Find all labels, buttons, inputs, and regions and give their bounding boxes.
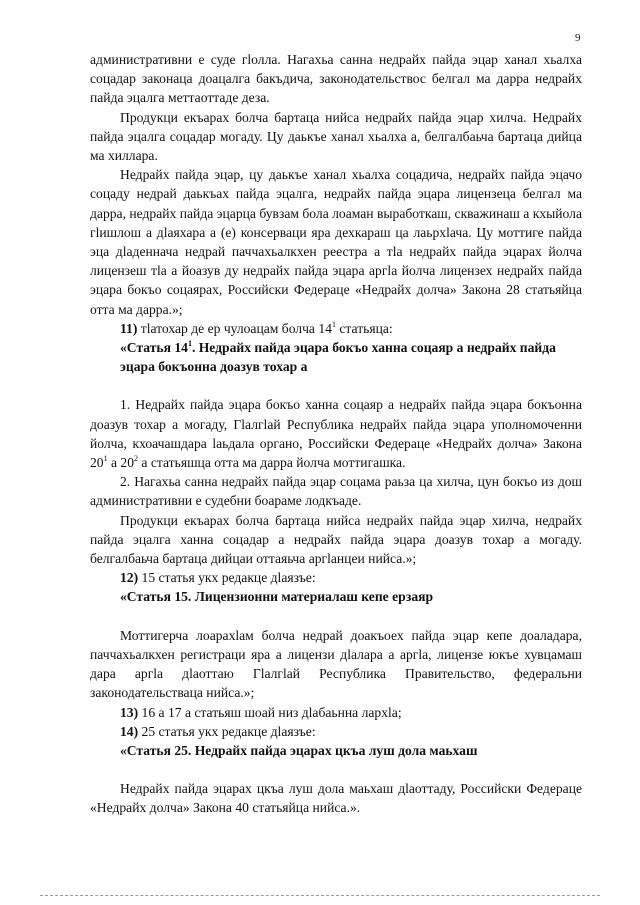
paragraph-production-agreement: Продукци екъарах болча бартаца нийса недрайх пайда эцар хилча. Недрайх пайда эцалга соцадар могаду. Цу даькъе ханал хьалха а, белгалбаьча бартаца дийца ма хиллара. <box>90 109 582 164</box>
item-13-number: 13) <box>120 704 139 720</box>
item-13: 13) 16 а 17 а статьяш шоай низ дӏабаьнна лархӏа; <box>120 704 402 720</box>
article-14-1-clause-1: 1. Недрайх пайда эцара бокъо ханна соцаяр а недрайх пайда эцара бокъонна доазув тохар а могаду, Гӏалгӏай Республика недрайх пайда эцара уполномоченни йолча, кхоачашдара ӏаьдала органо, Российски Федераце «Недрайх долча» Закона $20^1$ а $20^2$ а статьяшца отта ма дарра йолча моттигашка. <box>90 397 582 471</box>
item-12: 12) 15 статья укх редакце дӏаязъе: <box>120 570 316 586</box>
article-14-1-clause-2: 2. Нагахьа санна недрайх пайда эцар соцама раьза ца хилча, цун бокъо из дош административни е судебни боараме лодкъаде. <box>90 474 582 509</box>
document-body <box>90 50 582 818</box>
scan-edge-line <box>40 895 600 896</box>
article-15-heading: «Статья 15. Лицензионни материалаш кепе ерзаяр <box>120 589 434 605</box>
article-25-heading: «Статья 25. Недрайх пайда эцарах цкъа луш дола маьхаш <box>120 742 478 758</box>
item-11-number: 11) <box>120 320 138 336</box>
item-11: 11) тӏатохар де ер чулоацам болча $14^1$ статьяца: <box>120 319 393 336</box>
item-14: 14) 25 статья укх редакце дӏаязъе: <box>120 723 316 739</box>
article-25-text: Недрайх пайда эцарах цкъа луш дола маьхаш дӏаоттаду, Российски Федераце «Недрайх долча» Закона 40 статьяйца нийса.». <box>90 781 582 816</box>
item-14-number: 14) <box>120 723 139 739</box>
page-number: 9 <box>575 32 581 44</box>
paragraph-early-termination: Недрайх пайда эцар, цу даькъе ханал хьалха соцадича, недрайх пайда эцачо соцаду недрай даькъах пайда эцалга, недрайх пайда эцара лицензеца белгал ма дарра, недрайх пайда эцарца бувзам бола лоаман выработкаш, скважинаш а кхыйола гӏишлош а дӏаяхара а (е) консерваци яра дехкараш ца лаьрхӏача. Цу моттиге пайда эца дӏаденнача недрай паччахьалкхен реестра а тӏа недрайх пайда эцарах йолча лицензеш тӏа а йоазув ду недрайх пайда эцара аргӏа йолча лицензех недрайх пайда эцара бокъо соцаярах, Российски Федераце «Недрайх долча» Закона 28 статьяйца отта ма дарра.»; <box>90 167 582 317</box>
article-15-text: Моттигерча лоарахӏам болча недрай доакъоех пайда эцар кепе доаладара, паччахьалкхен регистраци яра а лицензи дӏалара а аргӏа, лицензе юкъе хувцамаш дара аргӏа дӏаоттаю Гӏалгӏай Республика Правительство, федеральни законодательстваца нийса.»; <box>90 627 582 701</box>
article-14-1-clause-3: Продукци екъарах болча бартаца нийса недрайх пайда эцар хилча, недрайх пайда эцалга ханна соцадар а недрайх пайда эцара доазув тохар а могаду. белгалбаьча бартаца дийцаи оттаяьча аргӏанцеи нийса.»; <box>90 512 582 567</box>
paragraph-continuation: административни е суде гӏолла. Нагахьа санна недрайх пайда эцар ханал хьалха соцадар законаца доацалга бакъдича, законодательствос белгал ма дарра недрайх пайда эцалга меттаоттаде деза. <box>90 52 582 106</box>
item-12-number: 12) <box>120 570 139 586</box>
article-14-1-heading: «Статья $14^1$. Недрайх пайда эцара бокъо ханна соцаяр а недрайх пайда эцара бокъонна доазув тохар а <box>120 339 556 375</box>
